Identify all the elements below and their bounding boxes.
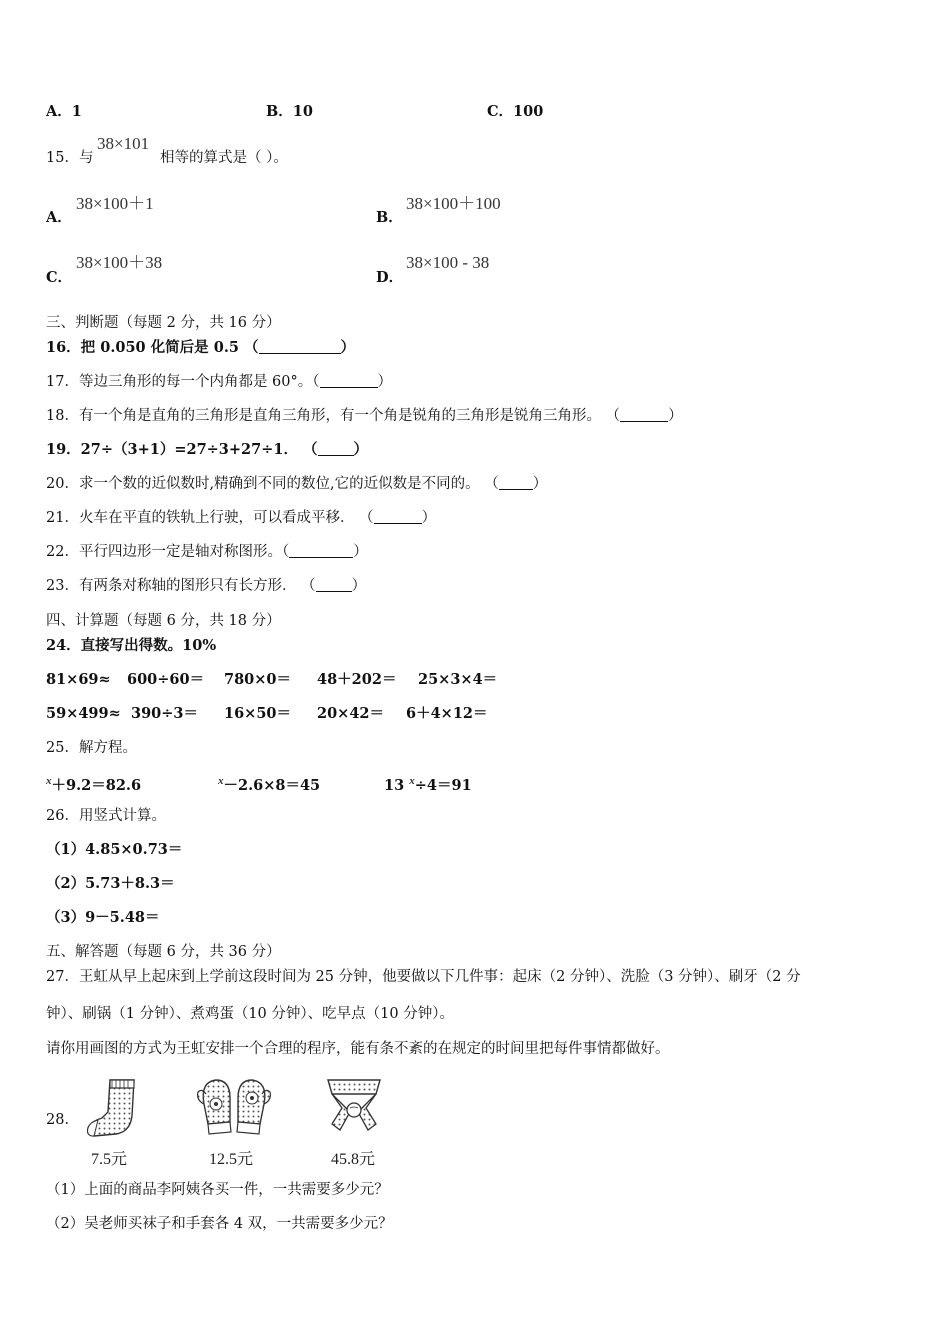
q22-close: ）: [353, 544, 368, 560]
q18: [46, 407, 683, 425]
q25-title: 25．解方程。: [46, 740, 137, 756]
q24-r2-c1: 59×499≈: [46, 705, 121, 722]
q21-text: 21．火车在平直的铁轨上行驶，可以看成平移． （: [46, 510, 374, 526]
q15-option-d-expr: 38×100 - 38: [406, 253, 490, 272]
q20-text: 20．求一个数的近似数时,精确到不同的数位,它的近似数是不同的。 （: [46, 476, 499, 492]
scarf-price: 45.8元: [331, 1151, 376, 1168]
q24-title: 24．直接写出得数。10%: [46, 637, 217, 654]
q25-eq2-rest: －2.6×8＝45: [223, 777, 321, 794]
q21-answer-blank[interactable]: [374, 511, 422, 524]
q26-title: 26．用竖式计算。: [46, 808, 166, 824]
q25-eq3-pre: 13: [384, 777, 405, 794]
mittens-price: 12.5元: [209, 1151, 254, 1168]
q15-option-b-expr: 38×100＋100: [406, 194, 501, 213]
q24-r1-c3: 780×0＝: [224, 671, 292, 688]
sock-illustration: [82, 1076, 142, 1140]
q20-close: ）: [532, 476, 548, 492]
q14-option-a: A．1: [46, 103, 82, 120]
q27-line-3: 请你用画图的方式为王虹安排一个合理的程序，能有条不紊的在规定的时间里把每件事情都做好。: [46, 1041, 670, 1057]
q24-r2-c2: 390÷3＝: [131, 705, 199, 722]
q23-text: 23．有两条对称轴的图形只有长方形． （: [46, 578, 316, 594]
q27-line-2: 钟）、刷锅（1 分钟）、煮鸡蛋（10 分钟）、吃早点（10 分钟）。: [46, 1006, 454, 1022]
q18-answer-blank[interactable]: [620, 409, 668, 422]
q25-eq3-post: ÷4＝91: [414, 777, 472, 794]
q20: [46, 475, 547, 493]
q21: [46, 509, 436, 527]
q27-line-1: 27．王虹从早上起床到上学前这段时间为 25 分钟，他要做以下几件事：起床（2 分钟）、洗脸（3 分钟）、刷牙（2 分: [46, 969, 801, 985]
q15-option-c-expr: 38×100＋38: [76, 253, 163, 272]
q14-option-b: B．10: [266, 103, 313, 120]
q19-close: ）: [353, 441, 369, 458]
sock-price: 7.5元: [91, 1151, 128, 1168]
q19: [46, 441, 368, 459]
q26-item-1: （1）4.85×0.73＝: [46, 841, 183, 858]
q15-number: 15．与: [46, 150, 94, 166]
q14-option-c: C．100: [487, 103, 544, 120]
q26-item-3: （3）9－5.48＝: [46, 909, 160, 926]
q17-answer-blank[interactable]: [320, 375, 378, 388]
q18-close: ）: [668, 408, 683, 424]
q24-r2-c4: 20×42＝: [317, 705, 385, 722]
q24-r2-c3: 16×50＝: [224, 705, 292, 722]
q24-r2-c5: 6＋4×12＝: [406, 705, 488, 722]
q22-answer-blank[interactable]: [289, 545, 353, 558]
q25-equation-2: [218, 772, 320, 795]
q15-option-a-label: A．: [46, 209, 72, 226]
q25-equation-3: [384, 772, 472, 795]
q23: [46, 577, 366, 595]
q15-expression: 38×101: [97, 134, 150, 153]
q22: [46, 543, 368, 561]
q16-close: ）: [340, 339, 356, 356]
section-3-heading: 三、判断题（每题 2 分，共 16 分）: [46, 315, 281, 331]
q15-text: 相等的算式是（ ）。: [160, 150, 288, 166]
q24-r1-c5: 25×3×4＝: [418, 671, 498, 688]
q23-answer-blank[interactable]: [316, 579, 352, 592]
q28-sub-2: （2）吴老师买袜子和手套各 4 双，一共需要多少元？: [46, 1216, 393, 1232]
q28-sub-1: （1）上面的商品李阿姨各买一件，一共需要多少元？: [46, 1182, 389, 1198]
q18-text: 18．有一个角是直角的三角形是直角三角形，有一个角是锐角的三角形是锐角三角形。 （: [46, 408, 621, 424]
q25-var-x-2: x: [218, 775, 224, 787]
q17-text: 17．等边三角形的每一个内角都是 60°。（: [46, 374, 320, 390]
q25-eq1-rest: ＋9.2＝82.6: [51, 777, 142, 794]
q15-option-b-label: B．: [376, 209, 403, 226]
q24-r1-c4: 48＋202＝: [317, 671, 397, 688]
q28-number: 28．: [46, 1112, 79, 1128]
q25-var-x-3: x: [409, 775, 415, 787]
q15-option-c-label: C．: [46, 269, 73, 286]
q17-close: ）: [377, 374, 393, 390]
q25-equation-1: [46, 772, 141, 795]
q17: [46, 373, 392, 391]
scarf-illustration: [322, 1072, 386, 1140]
q25-var-x-1: x: [46, 775, 52, 787]
q15-question: [46, 149, 93, 167]
q21-close: ）: [421, 510, 437, 526]
q15-option-d-label: D．: [376, 269, 404, 286]
q26-item-2: （2）5.73＋8.3＝: [46, 875, 175, 892]
q19-text: 19．27÷（3+1）=27÷3+27÷1． （: [46, 441, 318, 458]
section-5-heading: 五、解答题（每题 6 分，共 36 分）: [46, 944, 281, 960]
q23-close: ）: [351, 578, 367, 594]
q16: [46, 339, 355, 357]
q19-answer-blank[interactable]: [318, 443, 354, 456]
q15-option-a-expr: 38×100＋1: [76, 194, 154, 213]
section-4-heading: 四、计算题（每题 6 分，共 18 分）: [46, 613, 281, 629]
q16-text: 16．把 0.050 化简后是 0.5 （: [46, 339, 259, 356]
q22-text: 22．平行四边形一定是轴对称图形。（: [46, 544, 290, 560]
q20-answer-blank[interactable]: [499, 477, 533, 490]
q24-r1-c2: 600÷60＝: [127, 671, 205, 688]
q24-r1-c1: 81×69≈: [46, 671, 111, 688]
q16-answer-blank[interactable]: [259, 341, 341, 354]
mittens-illustration: [196, 1074, 272, 1140]
